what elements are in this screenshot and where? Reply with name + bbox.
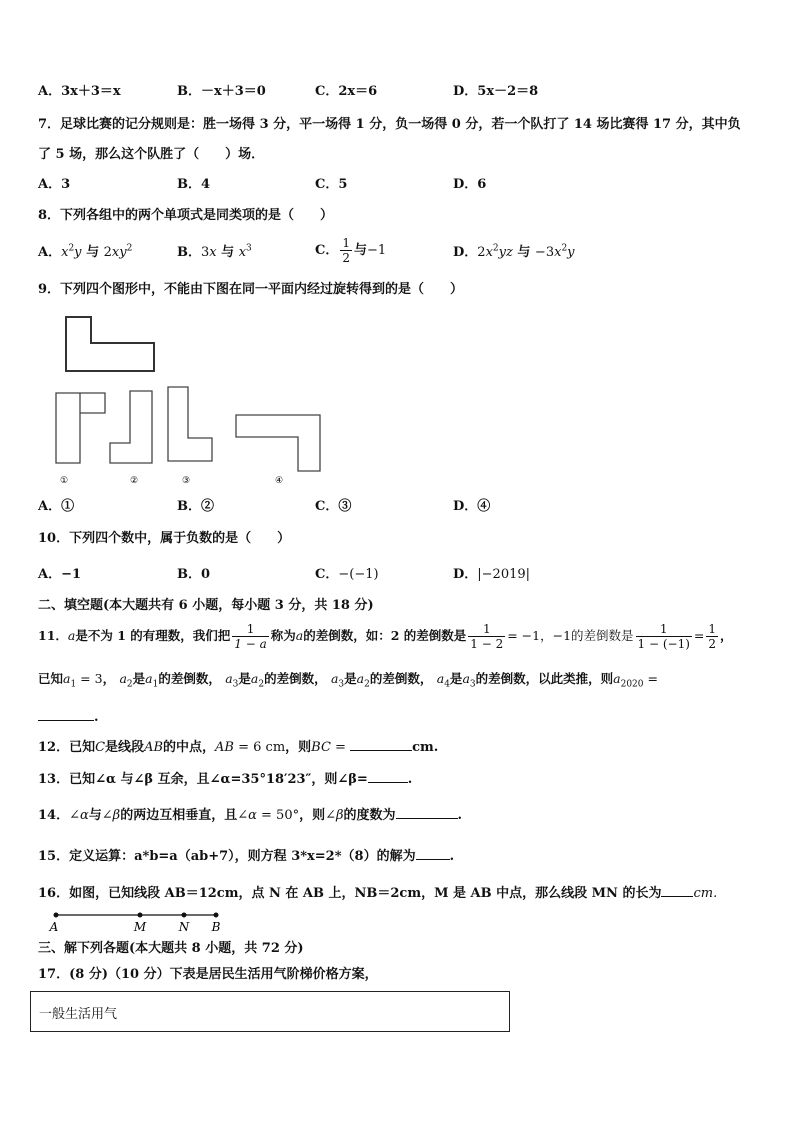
point-m [138,913,143,918]
q14: 14．∠α与∠β的两边互相垂直，且∠α = 50°，则∠β的度数为 . [38,804,462,826]
q12-answer-blank[interactable] [350,736,412,751]
q6-option-a: A．3x＋3＝x [38,84,121,99]
q10-stem: 10．下列四个数中，属于负数的是（ ） [38,531,291,546]
shape-4 [236,415,320,471]
q9-option-a: A．① [38,499,75,514]
label-a: A [49,920,59,934]
q13-answer-blank[interactable] [368,768,408,783]
point-a [54,913,59,918]
q6-option-c: C．2x＝6 [315,84,378,99]
q11-line1: 11．a是不为 1 的有理数，我们把 $\frac{1}{1 - a}$ 称为a的差倒数，如：2 的差倒数是 $\frac{1}{1 - 2}$ = −1，−1的差倒数是 $\frac{1}{1 - (-1)}$ = $\frac{1}{2}$ ， [38,622,733,651]
q7-option-d: D．6 [453,177,487,192]
q9-stem: 9．下列四个图形中，不能由下图在同一平面内经过旋转得到的是（ ） [38,282,464,297]
q15-answer-blank[interactable] [416,845,450,860]
q7-option-b: B．4 [177,177,211,192]
shape-3-label: ③ [181,476,191,486]
shape-3 [168,387,212,461]
section-3-heading: 三、解下列各题(本大题共 8 小题，共 72 分) [38,941,304,956]
q8-option-c: C． $\frac{1}{2}$ 与−1 [315,236,387,265]
q11-line2: 已知$a_1 = 3$， $a_2$是$a_1$的差倒数， $a_3$是$a_2$的差倒数， $a_3$是$a_2$的差倒数， $a_4$是$a_3$的差倒数，以此类推，则$a_{2020}$ = [38,671,658,690]
q7-option-a: A．3 [38,177,71,192]
point-b [214,913,219,918]
shape-2-label: ② [129,476,139,486]
q11-answer-line: . [38,706,99,728]
q6-option-b: B．－x＋3＝0 [177,84,266,99]
q16-segment-figure [44,908,234,936]
q9-figure [50,313,350,491]
q7-stem-line1: 7．足球比赛的记分规则是：胜一场得 3 分，平一场得 1 分，负一场得 0 分，若一个队打了 14 场比赛得 17 分，其中负 [38,117,741,132]
q9-option-b: B．② [177,499,214,514]
label-m: M [133,920,147,934]
shape-1 [56,393,105,463]
q14-answer-blank[interactable] [396,804,458,819]
q8-option-d: D．$2x^2yz$ 与 $-3x^2y$ [453,243,575,260]
q11-answer-blank[interactable] [38,706,94,721]
label-n: N [178,920,190,934]
q9-option-c: C．③ [315,499,352,514]
original-shape [66,317,154,371]
shape-2 [110,391,152,463]
point-n [182,913,187,918]
shape-4-label: ④ [274,476,284,486]
q10-option-b: B．0 [177,567,211,582]
q9-option-d: D．④ [453,499,491,514]
q8-option-a: A．$x^2y$ 与 $2xy^2$ [38,243,133,260]
table-cell-general-use: 一般生活用气 [39,1007,118,1022]
q16-answer-blank[interactable] [661,882,693,897]
q7-stem-line2: 了 5 场，那么这个队胜了（ ）场． [38,147,265,162]
q17-gas-price-table [30,991,510,1032]
q8-stem: 8．下列各组中的两个单项式是同类项的是（ ） [38,208,334,223]
q10-option-c: C．−(−1) [315,567,379,582]
q12: 12．已知C是线段AB的中点，AB = 6 cm，则BC = cm. [38,736,438,758]
label-b: B [211,920,221,934]
q16: 16．如图，已知线段 AB＝12cm，点 N 在 AB 上，NB＝2cm，M 是 AB 中点，那么线段 MN 的长为 cm. [38,882,717,904]
q7-option-c: C．5 [315,177,348,192]
q10-option-d: D．|−2019| [453,567,531,582]
q15: 15．定义运算：a*b=a（ab+7），则方程 3*x=2*（8）的解为 . [38,845,454,867]
shape-1-label: ① [59,476,69,486]
section-2-heading: 二、填空题(本大题共有 6 小题，每小题 3 分，共 18 分) [38,598,374,613]
q17-stem: 17．(8 分)（10 分）下表是居民生活用气阶梯价格方案， [38,967,378,982]
q6-option-d: D．5x－2＝8 [453,84,539,99]
q10-option-a: A．−1 [38,567,82,582]
q13: 13．已知∠α 与∠β 互余，且∠α=35°18′23″，则∠β= . [38,768,412,790]
q8-option-b: B．3x 与 $x^3$ [177,243,252,260]
